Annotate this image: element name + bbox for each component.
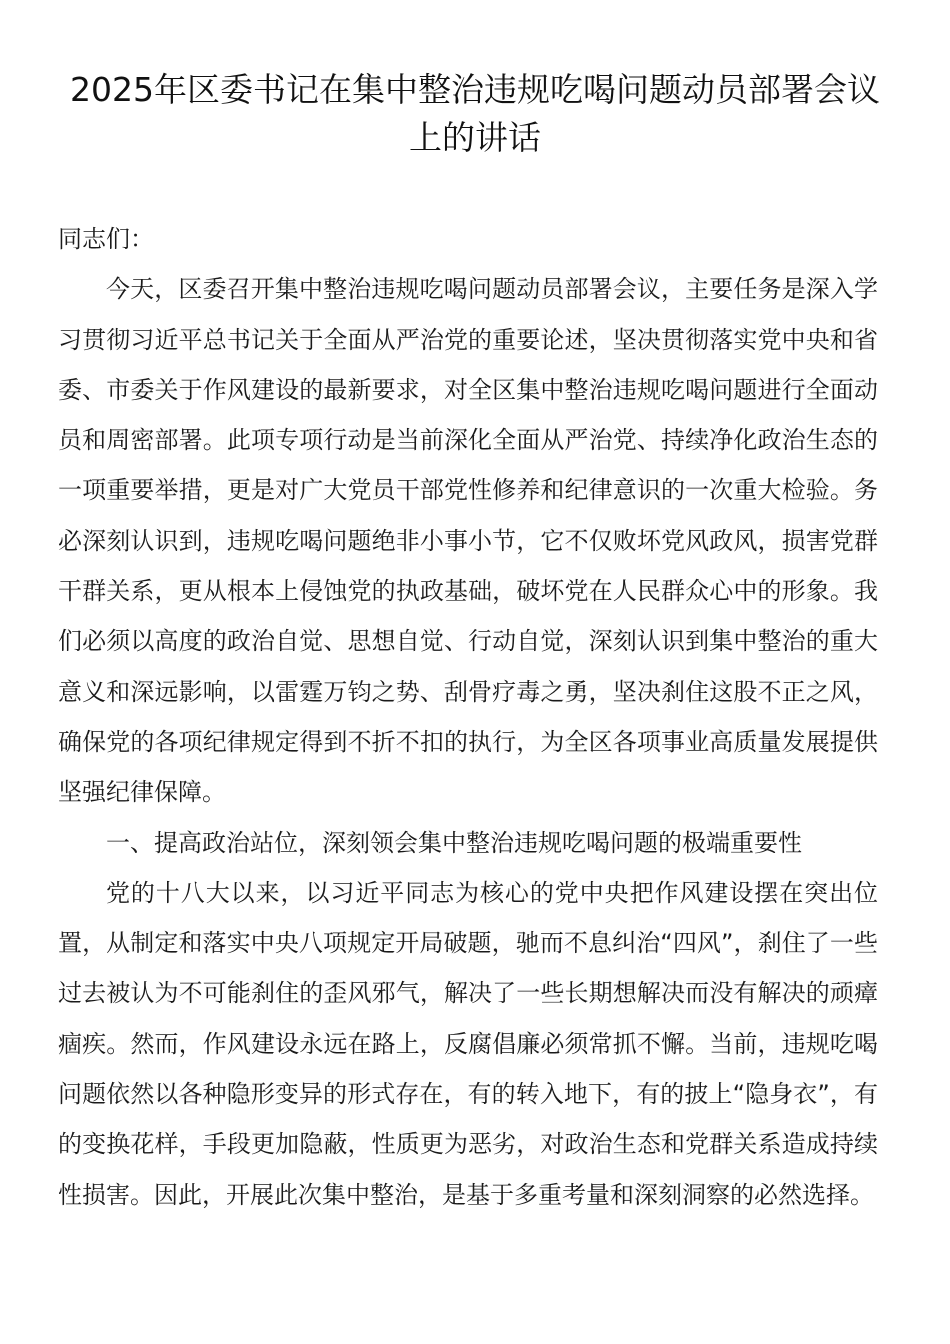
- section-paragraph: 党的十八大以来，以习近平同志为核心的党中央把作风建设摆在突出位置，从制定和落实中央八项规定开局破题，驰而不息纠治“四风”，刹住了一些过去被认为不可能刹住的歪风邪气，解决了一些长期想解决而没有解决的顽瘴痼疾。然而，作风建设永远在路上，反腐倡廉必须常抓不懈。当前，违规吃喝问题依然以各种隐形变异的形式存在，有的转入地下，有的披上“隐身衣”，有的变换花样，手段更加隐蔽，性质更为恶劣，对政治生态和党群关系造成持续性损害。因此，开展此次集中整治，是基于多重考量和深刻洞察的必然选择。: [58, 878, 878, 1209]
- document-body: [58, 214, 878, 1220]
- document-title: 2025年区委书记在集中整治违规吃喝问题动员部署会议上的讲话: [70, 70, 880, 157]
- intro-paragraph: 今天，区委召开集中整治违规吃喝问题动员部署会议，主要任务是深入学习贯彻习近平总书记关于全面从严治党的重要论述，坚决贯彻落实党中央和省委、市委关于作风建设的最新要求，对全区集中整治违规吃喝问题进行全面动员和周密部署。此项专项行动是当前深化全面从严治党、持续净化政治生态的一项重要举措，更是对广大党员干部党性修养和纪律意识的一次重大检验。务必深刻认识到，违规吃喝问题绝非小事小节，它不仅败坏党风政风，损害党群干群关系，更从根本上侵蚀党的执政基础，破坏党在人民群众心中的形象。我们必须以高度的政治自觉、思想自觉、行动自觉，深刻认识到集中整治的重大意义和深远影响，以雷霆万钧之势、刮骨疗毒之勇，坚决刹住这股不正之风，确保党的各项纪律规定得到不折不扣的执行，为全区各项事业高质量发展提供坚强纪律保障。: [58, 275, 878, 807]
- salutation: 同志们：: [58, 225, 154, 253]
- section-heading: 一、提高政治站位，深刻领会集中整治违规吃喝问题的极端重要性: [106, 828, 802, 857]
